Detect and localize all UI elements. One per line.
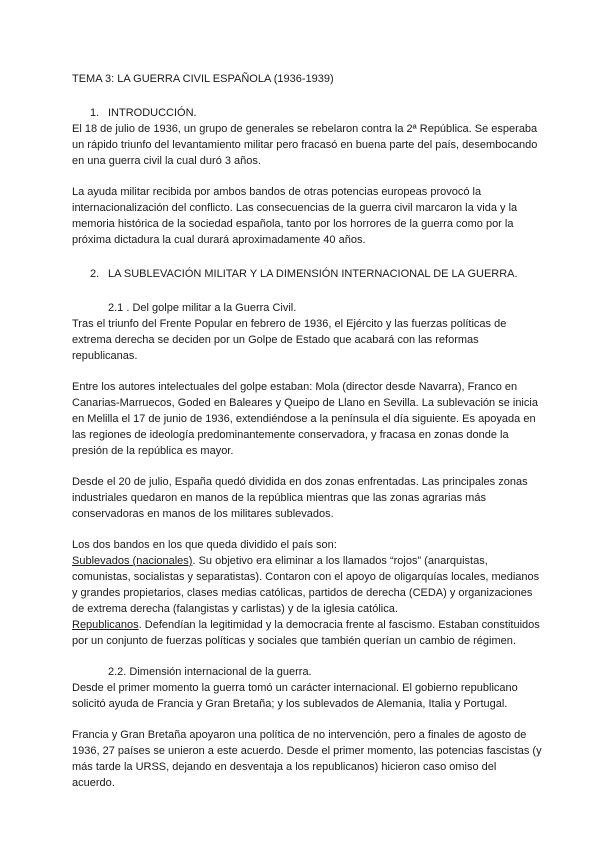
subsection-2-2-paragraph-2: Francia y Gran Bretaña apoyaron una política de no intervención, pero a finales de agosto de 1936, 27 países se unieron a este acuerdo. Desde el primer momento, las potencias fascistas (y más tarde la URSS, dejando en desventaja a los republicanos) hicieron caso omiso del acuerdo. xyxy=(72,729,542,789)
section-2-title: LA SUBLEVACIÓN MILITAR Y LA DIMENSIÓN INTERNACIONAL DE LA GUERRA. xyxy=(108,268,518,280)
subsection-2-2-heading: 2.2. Dimensión internacional de la guerra. xyxy=(108,666,312,678)
subsection-2-2-paragraph-1: Desde el primer momento la guerra tomó un carácter internacional. El gobierno republicano solicitó ayuda de Francia y Gran Bretaña; y los sublevados de Alemania, Italia y Portugal. xyxy=(72,682,518,710)
section-1-heading xyxy=(72,105,542,121)
subsection-2-1-paragraph-3: Desde el 20 de julio, España quedó dividida en dos zonas enfrentadas. Las principales zonas industriales quedaron en manos de la república mientras que las zonas agrarias más conservadoras en manos de los militares sublevados. xyxy=(72,476,528,520)
subsection-2-1-sublevados-paragraph xyxy=(72,553,542,617)
term-republicanos: Republicanos xyxy=(72,619,139,631)
subsection-2-1-heading: 2.1 . Del golpe militar a la Guerra Civil. xyxy=(108,302,297,314)
section-1-paragraph-2: La ayuda militar recibida por ambos bandos de otras potencias europeas provocó la internacionalización del conflicto. Las consecuencias de la guerra civil marcaron la vida y la memoria histórica de la sociedad española, tanto por los horrores de la guerra como por la próxima dictadura la cual durará aproximadamente 40 años. xyxy=(72,186,518,246)
section-2-number: 2. xyxy=(90,268,100,280)
section-1-title: INTRODUCCIÓN. xyxy=(108,107,197,119)
subsection-2-1-paragraph-2: Entre los autores intelectuales del golpe estaban: Mola (director desde Navarra), Franco en Canarias-Marruecos, Goded en Baleares y Queipo de Llano en Sevilla. La sublevación se inicia en Melilla el 17 de junio de 1936, extendiéndose a la península el día siguiente. Es apoyada en las regiones de ideología predominantemente conservadora, y fracasa en zonas donde la presión de la república es mayor. xyxy=(72,381,538,457)
subsection-2-1-paragraph-1: Tras el triunfo del Frente Popular en febrero de 1936, el Ejército y las fuerzas políticas de extrema derecha se deciden por un Golpe de Estado que acabará con las reformas republicanas. xyxy=(72,318,507,362)
section-1-paragraph-1: El 18 de julio de 1936, un grupo de generales se rebelaron contra la 2ª República. Se esperaba un rápido triunfo del levantamiento militar pero fracasó en buena parte del país, desembocando en una guerra civil la cual duró 3 años. xyxy=(72,123,538,167)
section-2-heading xyxy=(72,266,542,282)
subsection-2-1-paragraph-4-intro: Los dos bandos en los que queda dividido el país son: xyxy=(72,539,337,551)
document-title: TEMA 3: LA GUERRA CIVIL ESPAÑOLA (1936-1939) xyxy=(72,73,334,85)
subsection-2-1-republicanos-paragraph xyxy=(72,617,542,649)
sublevados-description: . Su objetivo era eliminar a los llamados “rojos” (anarquistas, comunistas, socialistas y separatistas). Contaron con el apoyo de oligarquías locales, medianos y grandes propietarios, clases medias católicas, partidos de derecha (CEDA) y organizaciones de extrema derecha (falangistas y carlistas) y de la iglesia católica. xyxy=(72,555,540,615)
term-sublevados: Sublevados (nacionales) xyxy=(72,555,193,567)
section-1-number: 1. xyxy=(90,107,100,119)
document-page xyxy=(72,71,542,791)
republicanos-description: . Defendían la legitimidad y la democracia frente al fascismo. Estaban constituidos por un conjunto de fuerzas políticas y sociales que también querían un cambio de régimen. xyxy=(72,619,540,647)
